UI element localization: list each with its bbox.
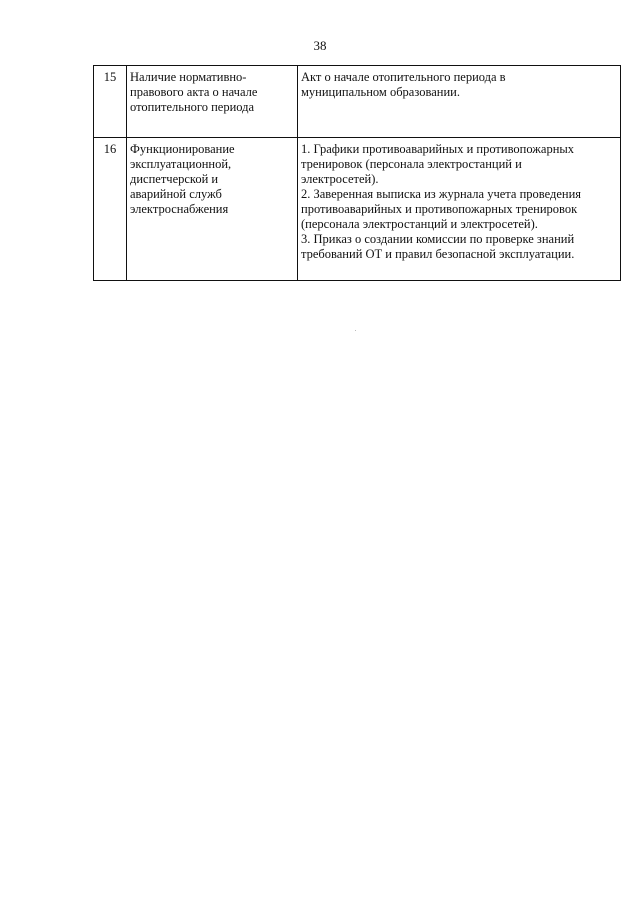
document-line: муниципальном образовании. [301,85,460,99]
table-row [94,66,621,138]
row-number-cell: 15 [94,66,127,138]
document-line: 1. Графики противоаварийных и противопожарных [301,142,575,156]
document-line: электросетей). [301,172,379,186]
requirement-line: правового акта о начале [130,85,258,99]
documents-cell [298,66,621,138]
requirement-line: диспетчерской и [130,172,219,186]
page-number: 38 [313,38,327,53]
document-line: 3. Приказ о создании комиссии по проверке знаний [301,232,575,246]
requirement-line: отопительного периода [130,100,255,114]
document-line: (персонала электростанций и электросетей). [301,217,538,231]
document-line: тренировок (персонала электростанций и [301,157,522,171]
requirement-line: эксплуатационной, [130,157,232,171]
scan-speck [355,330,356,331]
documents-cell [298,138,621,281]
requirement-line: электроснабжения [130,202,229,216]
document-line: 2. Заверенная выписка из журнала учета проведения [301,187,582,201]
requirement-line: Наличие нормативно- [130,70,247,84]
table-row [94,138,621,281]
requirement-cell [127,66,298,138]
document-line: противоаварийных и противопожарных тренировок [301,202,578,216]
document-line: требований ОТ и правил безопасной эксплуатации. [301,247,575,261]
row-number-cell: 16 [94,138,127,281]
requirements-table [93,65,621,281]
requirement-cell [127,138,298,281]
document-line: Акт о начале отопительного периода в [301,70,506,84]
requirement-line: Функционирование [130,142,235,156]
requirement-line: аварийной служб [130,187,222,201]
